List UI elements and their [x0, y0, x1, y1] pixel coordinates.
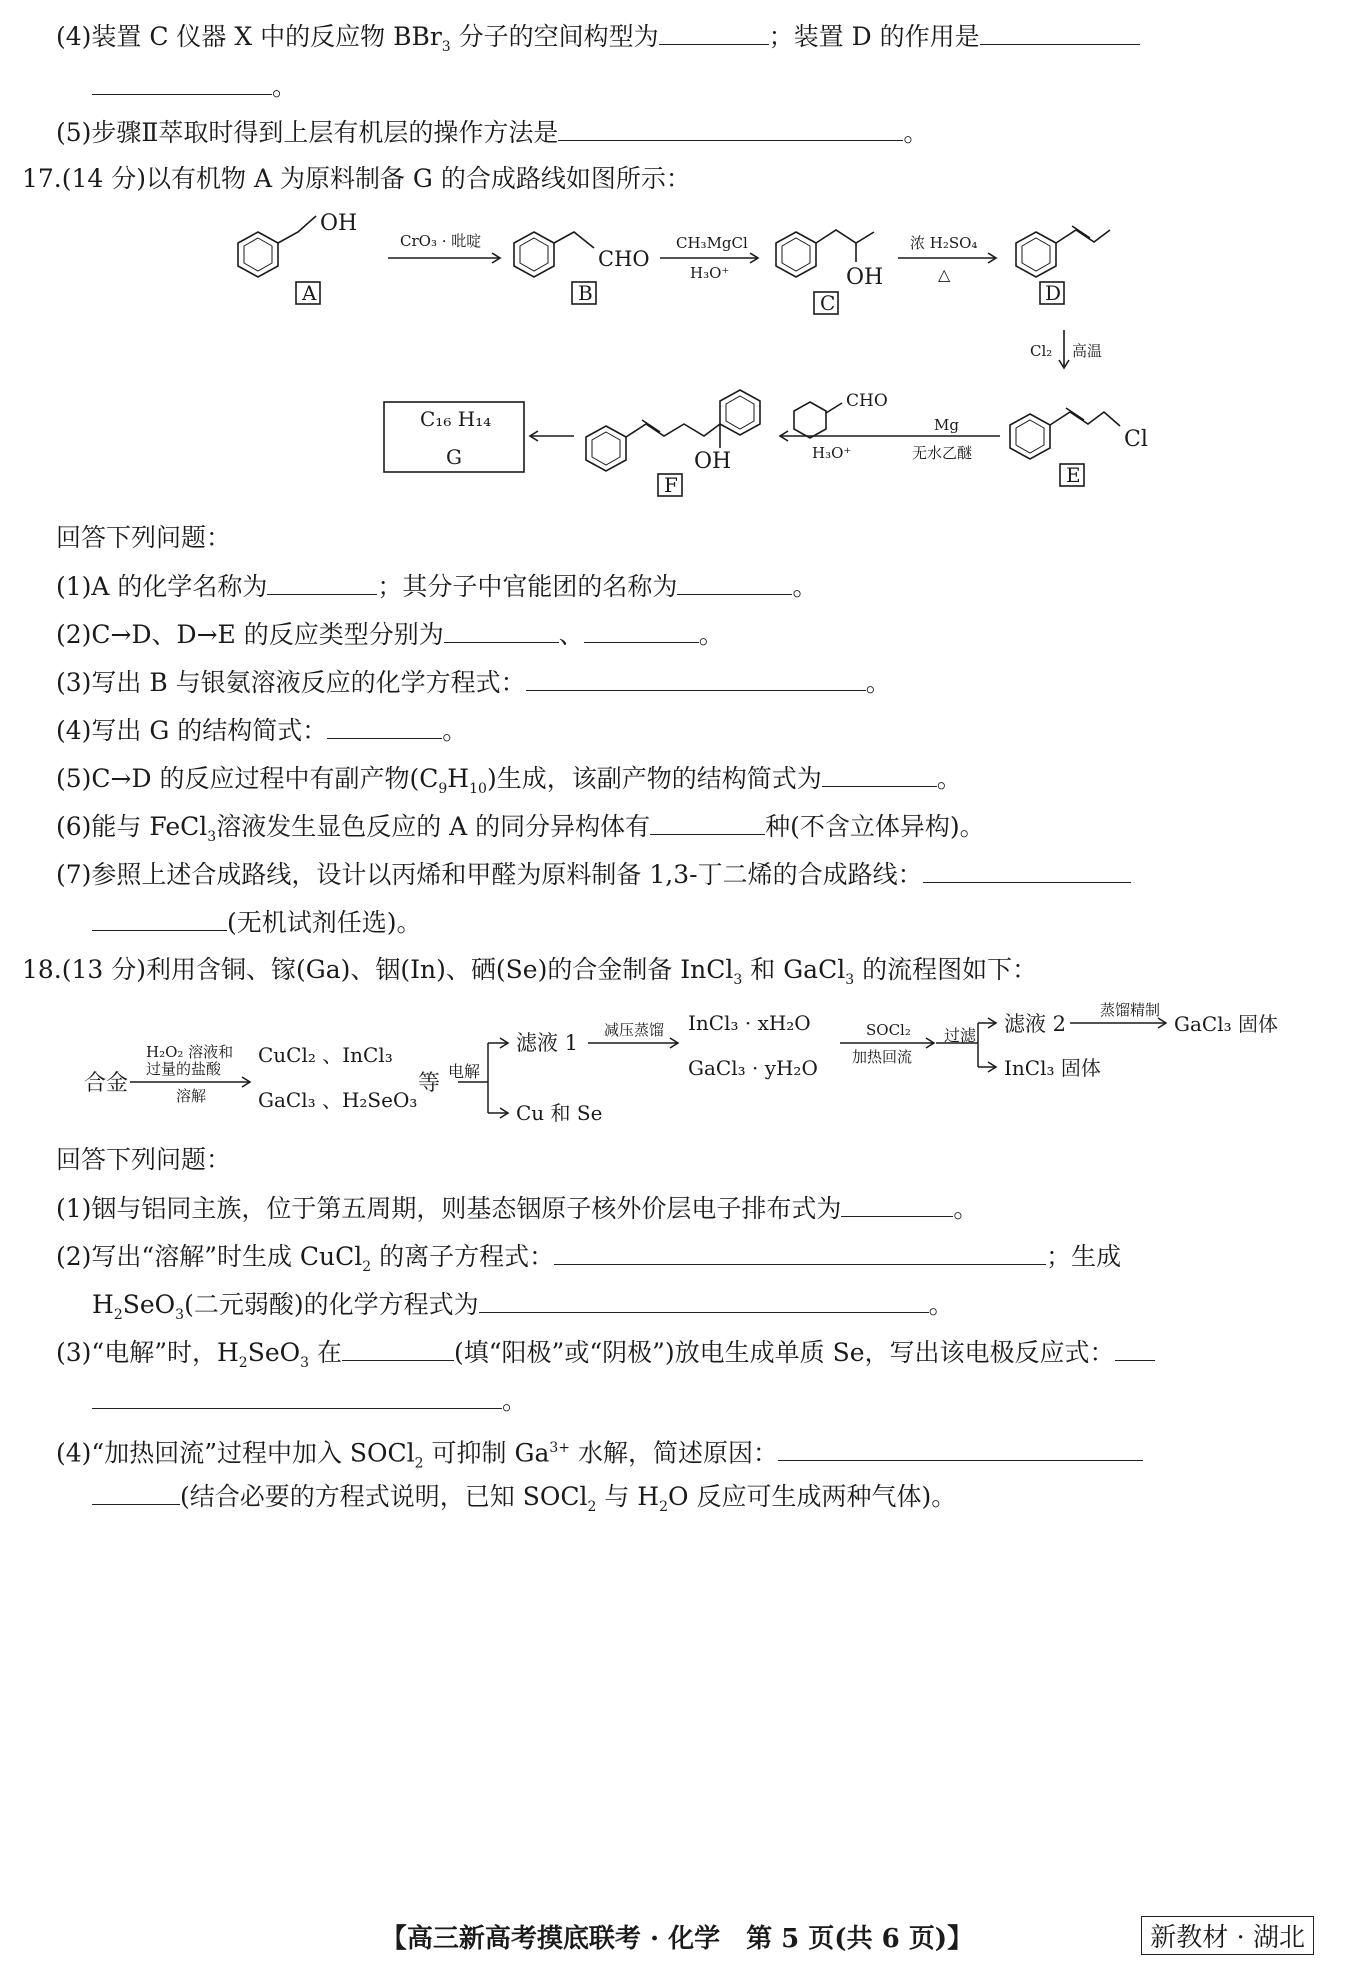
label-CHO-B: CHO: [598, 247, 650, 271]
answer-blank[interactable]: [558, 116, 903, 141]
question-17-title: 17.(14 分)以有机物 A 为原料制备 G 的合成路线如图所示：: [22, 164, 691, 193]
chain-E: [1050, 412, 1120, 426]
answer-blank[interactable]: [92, 1384, 502, 1409]
answer-blank[interactable]: [650, 810, 765, 835]
chain-D: [1056, 230, 1110, 243]
question-17-5: (5)C→D 的反应过程中有副产物$(C_9H_{10})$生成，该副产物的结构简式为 。: [56, 764, 962, 797]
answer-blank[interactable]: [92, 906, 227, 931]
compound-label-A: A: [302, 281, 317, 305]
formula-c16h14: C₁₆ H₁₄: [420, 407, 492, 431]
question-17-7: (7)参照上述合成路线，设计以丙烯和甲醛为原料制备 1,3-丁二烯的合成路线：: [56, 858, 1131, 891]
page-footer: [0, 1918, 1354, 1955]
question-18-2-cont: $H_2SeO_3$(二元弱酸)的化学方程式为 。: [92, 1290, 954, 1323]
question-18-3: (3)“电解”时，$H_2SeO_3$ 在 (填“阳极”或“阴极”)放电生成单质 Se，写出该电极反应式：: [56, 1336, 1155, 1379]
reagent-cro3: CrO₃ · 吡啶: [400, 232, 482, 250]
question-16-4-cont: 。: [92, 70, 297, 103]
question-17-intro: 回答下列问题：: [56, 523, 232, 552]
reagent-h2so4: 浓 H₂SO₄: [910, 234, 978, 252]
answer-blank[interactable]: [444, 618, 559, 643]
label-OH-A: OH: [320, 211, 358, 236]
question-17-1: (1)A 的化学名称为 ；其分子中官能团的名称为 。: [56, 572, 818, 601]
compound-label-E: E: [1066, 463, 1081, 487]
answer-blank[interactable]: [841, 1192, 953, 1217]
compound-label-D: D: [1045, 281, 1062, 305]
chain-F: [626, 424, 720, 437]
answer-blank[interactable]: [526, 666, 866, 691]
answer-blank[interactable]: [267, 570, 377, 595]
question-18-3-cont: 。: [92, 1384, 527, 1417]
flow-reflux: 加热回流: [852, 1048, 913, 1066]
compound-label-G: G: [446, 445, 462, 469]
flow-reagent1: H₂O₂ 溶液和: [146, 1043, 234, 1061]
question-18-4-cont: (结合必要的方程式说明，已知 SOCl$_2$ 与 $H_2O$ 反应可生成两种气体)。: [92, 1480, 956, 1523]
answer-blank[interactable]: [554, 1240, 1046, 1265]
flow-filtrate1: 滤液 1: [516, 1031, 579, 1055]
flow-filter: 过滤: [944, 1026, 977, 1045]
compound-label-C: C: [820, 291, 836, 315]
reagent-heat: △: [938, 265, 951, 284]
flow-distill: 蒸馏精制: [1100, 1001, 1161, 1019]
question-18-4: (4)“加热回流”过程中加入 SOCl$_2$ 可抑制 $Ga^{3+}$ 水解，简述原因：: [56, 1432, 1143, 1479]
answer-blank[interactable]: [584, 618, 699, 643]
question-17-7-cont: (无机试剂任选)。: [92, 906, 422, 939]
flow-incl3x: InCl₃ · xH₂O: [688, 1011, 811, 1035]
footer-title: 【高三新高考摸底联考 · 化学 第 5 页(共 6 页)】: [380, 1924, 974, 1954]
flow-socl2: SOCl₂: [866, 1021, 911, 1039]
answer-blank[interactable]: [479, 1288, 929, 1313]
answer-blank[interactable]: [92, 70, 272, 95]
flow-gacl3y: GaCl₃ · yH₂O: [688, 1056, 818, 1080]
question-18-1: (1)铟与铝同主族，位于第五周期，则基态铟原子核外价层电子排布式为 。: [56, 1194, 979, 1223]
flow-reagent2: 过量的盐酸: [146, 1060, 222, 1078]
reagent-mg: Mg: [934, 416, 959, 434]
question-17-2: (2)C→D、D→E 的反应类型分别为 、 。: [56, 620, 724, 649]
flow-cuse: Cu 和 Se: [516, 1101, 603, 1125]
flow-alloy: 合金: [84, 1071, 129, 1096]
label-OH-F: OH: [694, 449, 732, 474]
question-18-2: (2)写出“溶解”时生成 CuCl$_2$ 的离子方程式： ；生成: [56, 1242, 1122, 1275]
answer-blank[interactable]: [92, 1480, 180, 1505]
footer-edition-tag: 新教材 · 湖北: [1141, 1916, 1314, 1955]
answer-blank[interactable]: [659, 20, 769, 45]
flow-dissolve: 溶解: [176, 1087, 207, 1105]
compound-label-B: B: [578, 281, 593, 305]
answer-blank[interactable]: [1115, 1336, 1155, 1361]
answer-blank[interactable]: [923, 858, 1131, 883]
process-flow-diagram: [0, 995, 1354, 1135]
label-Cl-E: Cl: [1124, 427, 1148, 452]
flow-electrolysis: 电解: [448, 1062, 481, 1081]
question-18-intro: 回答下列问题：: [56, 1145, 232, 1174]
label-CHO-benzaldehyde: CHO: [846, 391, 888, 411]
answer-blank[interactable]: [778, 1436, 1143, 1461]
reagent-cl2: Cl₂: [1030, 342, 1053, 360]
chain-C: [816, 230, 874, 243]
synthesis-route-diagram: [0, 200, 1354, 520]
answer-blank[interactable]: [822, 762, 937, 787]
flow-etc: 等: [418, 1071, 441, 1096]
question-17-3: (3)写出 B 与银氨溶液反应的化学方程式： 。: [56, 668, 891, 697]
reagent-h3o-1: H₃O⁺: [690, 264, 730, 282]
answer-blank[interactable]: [342, 1336, 454, 1361]
question-16-5: (5)步骤Ⅱ萃取时得到上层有机层的操作方法是 。: [56, 118, 929, 147]
reagent-h3o-2: H₃O⁺: [812, 444, 852, 462]
question-16-4: (4)装置 C 仪器 X 中的反应物 BBr$_3$ 分子的空间构型为 ；装置 D 的作用是: [56, 20, 1140, 63]
flow-prod2: GaCl₃ 、H₂SeO₃: [258, 1088, 418, 1112]
question-18-title: 18.(13 分)利用含铜、镓(Ga)、铟(In)、硒(Se)的合金制备 InCl$_3$ 和 GaCl$_3$ 的流程图如下：: [22, 955, 1038, 988]
answer-blank[interactable]: [327, 714, 442, 739]
flow-incl3solid: InCl₃ 固体: [1004, 1056, 1101, 1080]
label-OH-C: OH: [846, 265, 884, 290]
flow-prod1: CuCl₂ 、InCl₃: [258, 1043, 393, 1067]
benzaldehyde-ring: [794, 402, 826, 438]
compound-label-F: F: [664, 473, 678, 497]
answer-blank[interactable]: [980, 20, 1140, 45]
reagent-gaowen: 高温: [1072, 342, 1103, 360]
flow-gacl3solid: GaCl₃ 固体: [1174, 1012, 1278, 1036]
chain-B: [554, 232, 594, 248]
question-17-4: (4)写出 G 的结构简式： 。: [56, 716, 468, 745]
flow-vacuum: 减压蒸馏: [604, 1021, 665, 1039]
question-17-6: (6)能与 FeCl$_3$溶液发生显色反应的 A 的同分异构体有 种(不含立体异构)。: [56, 812, 985, 845]
reagent-ch3mgcl: CH₃MgCl: [676, 234, 748, 252]
answer-blank[interactable]: [677, 570, 792, 595]
chain-A: [278, 216, 316, 243]
flow-filtrate2: 滤液 2: [1004, 1012, 1067, 1036]
reagent-ether: 无水乙醚: [912, 444, 973, 462]
